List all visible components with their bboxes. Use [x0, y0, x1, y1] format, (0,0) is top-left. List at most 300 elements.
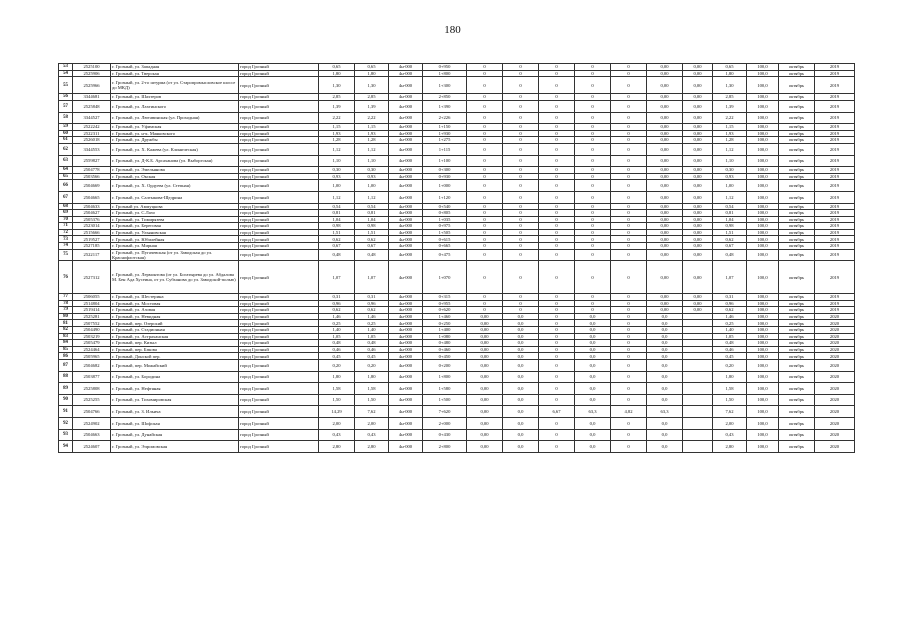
- value-b: 0,0: [503, 394, 539, 406]
- percent-value: 100,0: [747, 229, 779, 236]
- road-length: 0,96: [319, 300, 355, 307]
- value-g: 0,00: [683, 100, 713, 112]
- road-category: 4н-000: [389, 229, 423, 236]
- paved-length: 0,62: [355, 307, 389, 314]
- value-a: 0: [467, 137, 503, 144]
- value-c: 0: [539, 249, 575, 261]
- value-g: [683, 333, 713, 340]
- percent-value: 100,0: [747, 417, 779, 429]
- road-category: 4н-000: [389, 77, 423, 94]
- value-h: 1,93: [713, 130, 747, 137]
- table-row: [59, 441, 855, 453]
- road-name: г. Грозный, ул. Д-К.Б. Арсаханова (ул. Выборгская): [111, 155, 239, 167]
- value-e: 0: [611, 307, 647, 314]
- value-a: 0: [467, 300, 503, 307]
- road-name: г. Грозный, Донской пер.: [111, 353, 239, 360]
- value-b: 0: [503, 216, 539, 223]
- table-row: [59, 216, 855, 223]
- value-a: 0,00: [467, 371, 503, 383]
- road-category: 4н-000: [389, 333, 423, 340]
- road-name: г. Грозный, ул. Шестерина: [111, 294, 239, 301]
- road-code: 2525281: [73, 313, 111, 320]
- value-c: 0: [539, 143, 575, 155]
- value-b: 0: [503, 300, 539, 307]
- value-d: 0,0: [575, 429, 611, 441]
- value-g: 0,00: [683, 307, 713, 314]
- value-b: 0: [503, 223, 539, 230]
- table-row: [59, 320, 855, 327]
- km-marker: 0+450: [423, 353, 467, 360]
- city-name: город Грозный: [239, 203, 319, 210]
- value-a: 0,00: [467, 333, 503, 340]
- road-code: 2504766: [73, 406, 111, 418]
- road-category: 4н-000: [389, 203, 423, 210]
- value-d: 0,0: [575, 371, 611, 383]
- value-e: 0: [611, 64, 647, 71]
- value-b: 0: [503, 191, 539, 203]
- value-d: 0,0: [575, 441, 611, 453]
- month-value: октябрь: [779, 210, 815, 217]
- road-length: 1,30: [319, 77, 355, 94]
- value-e: 0: [611, 216, 647, 223]
- value-e: 0: [611, 229, 647, 236]
- city-name: город Грозный: [239, 216, 319, 223]
- value-f: 0,00: [647, 130, 683, 137]
- table-row: [59, 307, 855, 314]
- road-code: 2504633: [73, 203, 111, 210]
- year-value: 2019: [815, 210, 855, 217]
- month-value: октябрь: [779, 236, 815, 243]
- value-b: 0,0: [503, 441, 539, 453]
- road-code: 2505965: [73, 353, 111, 360]
- value-a: 0: [467, 64, 503, 71]
- km-marker: 1+115: [423, 143, 467, 155]
- value-f: 0,00: [647, 216, 683, 223]
- value-e: 0: [611, 294, 647, 301]
- value-g: 0,00: [683, 64, 713, 71]
- value-a: 0,00: [467, 429, 503, 441]
- value-c: 6,67: [539, 406, 575, 418]
- value-c: 0: [539, 417, 575, 429]
- value-g: 0,00: [683, 236, 713, 243]
- value-d: 0: [575, 307, 611, 314]
- row-number: 92: [59, 417, 73, 429]
- paved-length: 1,12: [355, 191, 389, 203]
- road-category: 4н-000: [389, 346, 423, 353]
- year-value: 2020: [815, 340, 855, 347]
- road-category: 4н-000: [389, 191, 423, 203]
- value-c: 0: [539, 216, 575, 223]
- value-c: 0: [539, 70, 575, 77]
- paved-length: 2,22: [355, 112, 389, 124]
- table-row: [59, 137, 855, 144]
- value-c: 0: [539, 130, 575, 137]
- city-name: город Грозный: [239, 100, 319, 112]
- percent-value: 100,0: [747, 383, 779, 395]
- value-h: 0,30: [713, 167, 747, 174]
- value-f: 0,0: [647, 417, 683, 429]
- km-marker: 0+620: [423, 307, 467, 314]
- value-c: 0: [539, 340, 575, 347]
- value-h: 2,00: [713, 417, 747, 429]
- year-value: 2019: [815, 243, 855, 250]
- percent-value: 100,0: [747, 320, 779, 327]
- road-length: 0,62: [319, 307, 355, 314]
- value-d: 0,0: [575, 313, 611, 320]
- row-number: 65: [59, 173, 73, 180]
- year-value: 2019: [815, 155, 855, 167]
- paved-length: 2,00: [355, 417, 389, 429]
- value-b: 0: [503, 180, 539, 192]
- value-b: 0,0: [503, 360, 539, 372]
- value-c: 0: [539, 360, 575, 372]
- city-name: город Грозный: [239, 210, 319, 217]
- city-name: город Грозный: [239, 143, 319, 155]
- row-number: 75: [59, 249, 73, 261]
- value-b: 0: [503, 249, 539, 261]
- table-row: [59, 261, 855, 294]
- road-code: 2559827: [73, 155, 111, 167]
- value-f: 0,00: [647, 294, 683, 301]
- road-name: г. Грозный, ул. Дунайская: [111, 429, 239, 441]
- month-value: октябрь: [779, 294, 815, 301]
- year-value: 2019: [815, 143, 855, 155]
- road-category: 4н-000: [389, 223, 423, 230]
- value-a: 0: [467, 294, 503, 301]
- percent-value: 100,0: [747, 327, 779, 334]
- paved-length: 1,40: [355, 327, 389, 334]
- year-value: 2019: [815, 64, 855, 71]
- value-b: 0: [503, 243, 539, 250]
- value-e: 0: [611, 360, 647, 372]
- value-c: 0: [539, 294, 575, 301]
- value-e: 0: [611, 300, 647, 307]
- road-length: 0,67: [319, 243, 355, 250]
- km-marker: 7+620: [423, 406, 467, 418]
- value-b: 0,0: [503, 353, 539, 360]
- value-f: 0,00: [647, 180, 683, 192]
- road-name: г. Грозный, ул. Х. Ордуева (ул. Степная): [111, 180, 239, 192]
- value-f: 0,00: [647, 70, 683, 77]
- value-c: 0: [539, 320, 575, 327]
- month-value: октябрь: [779, 307, 815, 314]
- row-number: 70: [59, 216, 73, 223]
- value-d: 0,0: [575, 346, 611, 353]
- value-b: 0: [503, 210, 539, 217]
- value-b: 0,0: [503, 371, 539, 383]
- paved-length: 0,48: [355, 340, 389, 347]
- value-b: 0,0: [503, 417, 539, 429]
- paved-length: 2,80: [355, 441, 389, 453]
- road-code: 2527312: [73, 261, 111, 294]
- year-value: 2019: [815, 307, 855, 314]
- value-a: 0: [467, 124, 503, 131]
- value-a: 0,00: [467, 346, 503, 353]
- km-marker: 1+390: [423, 100, 467, 112]
- year-value: 2019: [815, 236, 855, 243]
- road-category: 4н-000: [389, 249, 423, 261]
- year-value: 2019: [815, 229, 855, 236]
- value-b: 0: [503, 167, 539, 174]
- road-name: г. Грозный, ул. Шахтеров: [111, 94, 239, 101]
- city-name: город Грозный: [239, 77, 319, 94]
- value-f: 0,00: [647, 143, 683, 155]
- value-f: 0,0: [647, 320, 683, 327]
- month-value: октябрь: [779, 394, 815, 406]
- value-a: 0,00: [467, 340, 503, 347]
- road-code: 2504669: [73, 180, 111, 192]
- value-f: 0,0: [647, 327, 683, 334]
- km-marker: 0+315: [423, 294, 467, 301]
- city-name: город Грозный: [239, 346, 319, 353]
- percent-value: 100,0: [747, 394, 779, 406]
- road-code: 2524902: [73, 417, 111, 429]
- month-value: октябрь: [779, 216, 815, 223]
- value-c: 0: [539, 441, 575, 453]
- table-row: [59, 210, 855, 217]
- road-code: 2525255: [73, 394, 111, 406]
- value-e: 0: [611, 353, 647, 360]
- table-row: [59, 64, 855, 71]
- percent-value: 100,0: [747, 203, 779, 210]
- table-row: [59, 394, 855, 406]
- table-row: [59, 130, 855, 137]
- value-f: 0,00: [647, 236, 683, 243]
- value-g: 0,00: [683, 210, 713, 217]
- paved-length: 1,30: [355, 77, 389, 94]
- value-b: 0: [503, 94, 539, 101]
- table-row: [59, 243, 855, 250]
- road-code: 2507552: [73, 320, 111, 327]
- road-code: 2527185: [73, 243, 111, 250]
- value-f: 0,00: [647, 203, 683, 210]
- value-d: 0: [575, 112, 611, 124]
- month-value: октябрь: [779, 124, 815, 131]
- value-c: 0: [539, 229, 575, 236]
- road-name: г. Грозный, ул. Западная: [111, 64, 239, 71]
- value-d: 0: [575, 70, 611, 77]
- road-name: г. Грозный, ул. Бородина: [111, 371, 239, 383]
- paved-length: 1,00: [355, 180, 389, 192]
- road-length: 1,12: [319, 143, 355, 155]
- road-length: 0,98: [319, 223, 355, 230]
- road-name: г. Грозный, пер. Озерский: [111, 320, 239, 327]
- road-category: 4н-000: [389, 300, 423, 307]
- paved-length: 1,07: [355, 261, 389, 294]
- value-g: 0,00: [683, 223, 713, 230]
- value-a: 0: [467, 155, 503, 167]
- row-number: 56: [59, 94, 73, 101]
- row-number: 53: [59, 64, 73, 71]
- paved-length: 1,28: [355, 137, 389, 144]
- value-a: 0: [467, 307, 503, 314]
- road-name: г. Грозный, ул. Невидная: [111, 313, 239, 320]
- table-row: [59, 360, 855, 372]
- row-number: 64: [59, 167, 73, 174]
- paved-length: 1,80: [355, 371, 389, 383]
- paved-length: 0,20: [355, 360, 389, 372]
- km-marker: 1+070: [423, 261, 467, 294]
- km-marker: 1+500: [423, 394, 467, 406]
- road-length: 1,80: [319, 371, 355, 383]
- value-c: 0: [539, 155, 575, 167]
- value-b: 0: [503, 143, 539, 155]
- road-name: г. Грозный, ул. Нефтяная: [111, 383, 239, 395]
- percent-value: 100,0: [747, 155, 779, 167]
- value-e: 4,82: [611, 406, 647, 418]
- value-a: 0: [467, 249, 503, 261]
- road-name: г. Грозный, пер. Кизыл: [111, 340, 239, 347]
- road-length: 14,29: [319, 406, 355, 418]
- percent-value: 100,0: [747, 243, 779, 250]
- value-g: 0,00: [683, 300, 713, 307]
- km-marker: 1+035: [423, 216, 467, 223]
- value-b: 0: [503, 112, 539, 124]
- road-length: 2,80: [319, 441, 355, 453]
- value-a: 0,00: [467, 327, 503, 334]
- value-e: 0: [611, 249, 647, 261]
- value-a: 0,00: [467, 360, 503, 372]
- percent-value: 100,0: [747, 406, 779, 418]
- value-h: 0,62: [713, 307, 747, 314]
- value-g: [683, 340, 713, 347]
- month-value: октябрь: [779, 417, 815, 429]
- value-b: 0: [503, 203, 539, 210]
- table-row: [59, 249, 855, 261]
- year-value: 2020: [815, 394, 855, 406]
- road-length: 1,05: [319, 333, 355, 340]
- value-a: 0: [467, 100, 503, 112]
- value-d: 0: [575, 210, 611, 217]
- value-h: 0,98: [713, 223, 747, 230]
- value-h: 1,80: [713, 70, 747, 77]
- value-g: [683, 417, 713, 429]
- value-d: 0,0: [575, 327, 611, 334]
- road-length: 1,80: [319, 70, 355, 77]
- value-h: 1,39: [713, 100, 747, 112]
- value-h: 1,10: [713, 155, 747, 167]
- percent-value: 100,0: [747, 94, 779, 101]
- month-value: октябрь: [779, 167, 815, 174]
- value-c: 0: [539, 383, 575, 395]
- value-c: 0: [539, 394, 575, 406]
- month-value: октябрь: [779, 360, 815, 372]
- city-name: город Грозный: [239, 429, 319, 441]
- road-code: 3344681: [73, 94, 111, 101]
- road-code: 2525848: [73, 100, 111, 112]
- road-length: 1,93: [319, 130, 355, 137]
- value-c: 0: [539, 261, 575, 294]
- year-value: 2019: [815, 261, 855, 294]
- month-value: октябрь: [779, 77, 815, 94]
- table-row: [59, 313, 855, 320]
- road-length: 0,45: [319, 353, 355, 360]
- value-c: 0: [539, 300, 575, 307]
- table-row: [59, 70, 855, 77]
- value-c: 0: [539, 112, 575, 124]
- road-category: 4н-000: [389, 112, 423, 124]
- month-value: октябрь: [779, 180, 815, 192]
- value-e: 0: [611, 77, 647, 94]
- year-value: 2020: [815, 313, 855, 320]
- value-h: 0,62: [713, 236, 747, 243]
- value-e: 0: [611, 313, 647, 320]
- value-b: 0: [503, 130, 539, 137]
- year-value: 2019: [815, 94, 855, 101]
- road-name: г. Грозный, ул. Юбилейная: [111, 236, 239, 243]
- road-category: 4н-000: [389, 261, 423, 294]
- road-category: 4н-000: [389, 70, 423, 77]
- row-number: 73: [59, 236, 73, 243]
- row-number: 76: [59, 261, 73, 294]
- value-c: 0: [539, 77, 575, 94]
- table-row: [59, 406, 855, 418]
- value-g: 0,00: [683, 294, 713, 301]
- value-h: 1,12: [713, 143, 747, 155]
- value-b: 0: [503, 64, 539, 71]
- road-name: г. Грозный, ул. Тверская: [111, 70, 239, 77]
- value-e: 0: [611, 333, 647, 340]
- km-marker: 0+475: [423, 249, 467, 261]
- road-name: г. Грозный, ул. З. Ильича: [111, 406, 239, 418]
- year-value: 2020: [815, 417, 855, 429]
- km-marker: 1+300: [423, 77, 467, 94]
- value-f: 0,00: [647, 167, 683, 174]
- paved-length: 0,93: [355, 173, 389, 180]
- value-g: 0,00: [683, 229, 713, 236]
- month-value: октябрь: [779, 70, 815, 77]
- year-value: 2020: [815, 333, 855, 340]
- value-a: 0: [467, 243, 503, 250]
- table-row: [59, 155, 855, 167]
- value-f: 0,0: [647, 346, 683, 353]
- city-name: город Грозный: [239, 124, 319, 131]
- road-category: 4н-000: [389, 236, 423, 243]
- month-value: октябрь: [779, 112, 815, 124]
- road-length: 0,62: [319, 236, 355, 243]
- value-h: 0,96: [713, 300, 747, 307]
- value-g: 0,00: [683, 243, 713, 250]
- paved-length: 7,62: [355, 406, 389, 418]
- row-number: 77: [59, 294, 73, 301]
- road-length: 2,22: [319, 112, 355, 124]
- km-marker: 1+460: [423, 313, 467, 320]
- month-value: октябрь: [779, 261, 815, 294]
- paved-length: 1,12: [355, 143, 389, 155]
- value-b: 0,0: [503, 320, 539, 327]
- road-code: 2522311: [73, 130, 111, 137]
- value-f: 0,00: [647, 112, 683, 124]
- km-marker: 1+505: [423, 229, 467, 236]
- km-marker: 0+480: [423, 340, 467, 347]
- km-marker: 1+930: [423, 130, 467, 137]
- value-d: 0,0: [575, 353, 611, 360]
- value-f: 0,00: [647, 210, 683, 217]
- road-category: 4н-000: [389, 243, 423, 250]
- value-e: 0: [611, 429, 647, 441]
- value-d: 63,3: [575, 406, 611, 418]
- percent-value: 100,0: [747, 340, 779, 347]
- km-marker: 0+955: [423, 300, 467, 307]
- row-number: 62: [59, 143, 73, 155]
- value-b: 0,0: [503, 383, 539, 395]
- table-row: [59, 327, 855, 334]
- road-category: 4н-000: [389, 327, 423, 334]
- road-code: 2503219: [73, 333, 111, 340]
- value-h: 1,28: [713, 137, 747, 144]
- row-number: 59: [59, 124, 73, 131]
- km-marker: 0+805: [423, 210, 467, 217]
